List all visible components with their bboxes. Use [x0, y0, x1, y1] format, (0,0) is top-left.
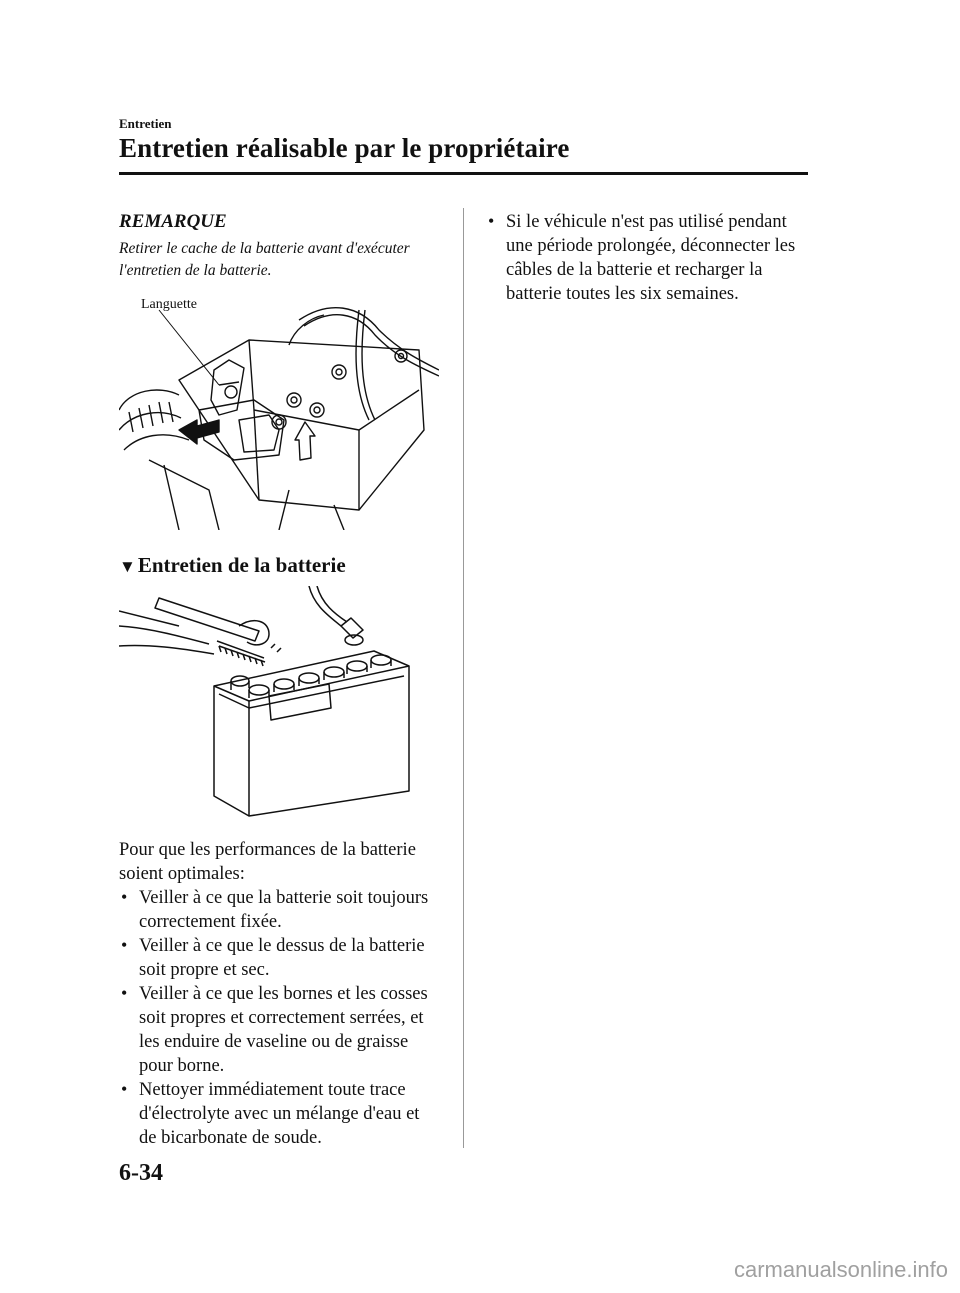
- list-item-line: soit propres et correctement serrées, et: [139, 1008, 424, 1028]
- list-item-line: pour borne.: [139, 1056, 225, 1076]
- page-number: 6-34: [119, 1160, 163, 1186]
- list-item-line: les enduire de vaseline ou de graisse: [139, 1032, 409, 1052]
- intro-line: soient optimales:: [119, 864, 245, 884]
- list-item-line: Veiller à ce que le dessus de la batterie: [139, 936, 425, 956]
- intro-line: Pour que les performances de la batterie: [119, 840, 416, 860]
- maintenance-bullet-list: [119, 886, 449, 1150]
- watermark: carmanualsonline.info: [733, 1257, 948, 1282]
- column-divider: [463, 208, 464, 1148]
- note-line: l'entretien de la batterie.: [119, 262, 272, 279]
- list-item: [486, 210, 816, 306]
- list-item-line: Veiller à ce que les bornes et les cosses: [139, 984, 428, 1004]
- list-item-line: de bicarbonate de soude.: [139, 1128, 322, 1148]
- list-item-line: correctement fixée.: [139, 912, 282, 932]
- bullet-icon: •: [488, 211, 495, 231]
- bullet-icon: •: [121, 935, 128, 955]
- triangle-marker-icon: ▼: [119, 557, 136, 576]
- storage-bullet-list: [486, 210, 816, 306]
- list-item-line: Nettoyer immédiatement toute trace: [139, 1080, 406, 1100]
- subsection-heading: [119, 552, 449, 580]
- list-item: [119, 982, 449, 1078]
- list-item: [119, 886, 449, 934]
- list-item: [119, 1078, 449, 1150]
- bullet-icon: •: [121, 1079, 128, 1099]
- page-title: Entretien réalisable par le propriétaire: [119, 133, 570, 163]
- subsection-heading-text: Entretien de la batterie: [137, 553, 346, 577]
- left-column: [119, 210, 449, 1150]
- list-item-line: Veiller à ce que la batterie soit toujours: [139, 888, 429, 908]
- battery-cleaning-illustration: [119, 586, 439, 826]
- note-text: [119, 238, 449, 282]
- right-column: [486, 210, 816, 306]
- title-rule: [119, 172, 808, 175]
- list-item-line: batterie toutes les six semaines.: [506, 284, 739, 304]
- bullet-icon: •: [121, 887, 128, 907]
- note-heading: REMARQUE: [119, 211, 227, 232]
- list-item-line: d'électrolyte avec un mélange d'eau et: [139, 1104, 420, 1124]
- list-item-line: Si le véhicule n'est pas utilisé pendant: [506, 212, 787, 232]
- section-label: Entretien: [119, 116, 172, 131]
- bullet-icon: •: [121, 983, 128, 1003]
- list-item-line: soit propre et sec.: [139, 960, 270, 980]
- list-item-line: câbles de la batterie et recharger la: [506, 260, 763, 280]
- battery-cover-illustration: [119, 290, 439, 530]
- list-item: [119, 934, 449, 982]
- figure-label-languette: Languette: [141, 297, 197, 312]
- note-line: Retirer le cache de la batterie avant d'exécuter: [119, 240, 410, 257]
- intro-paragraph: [119, 838, 449, 886]
- list-item-line: une période prolongée, déconnecter les: [506, 236, 796, 256]
